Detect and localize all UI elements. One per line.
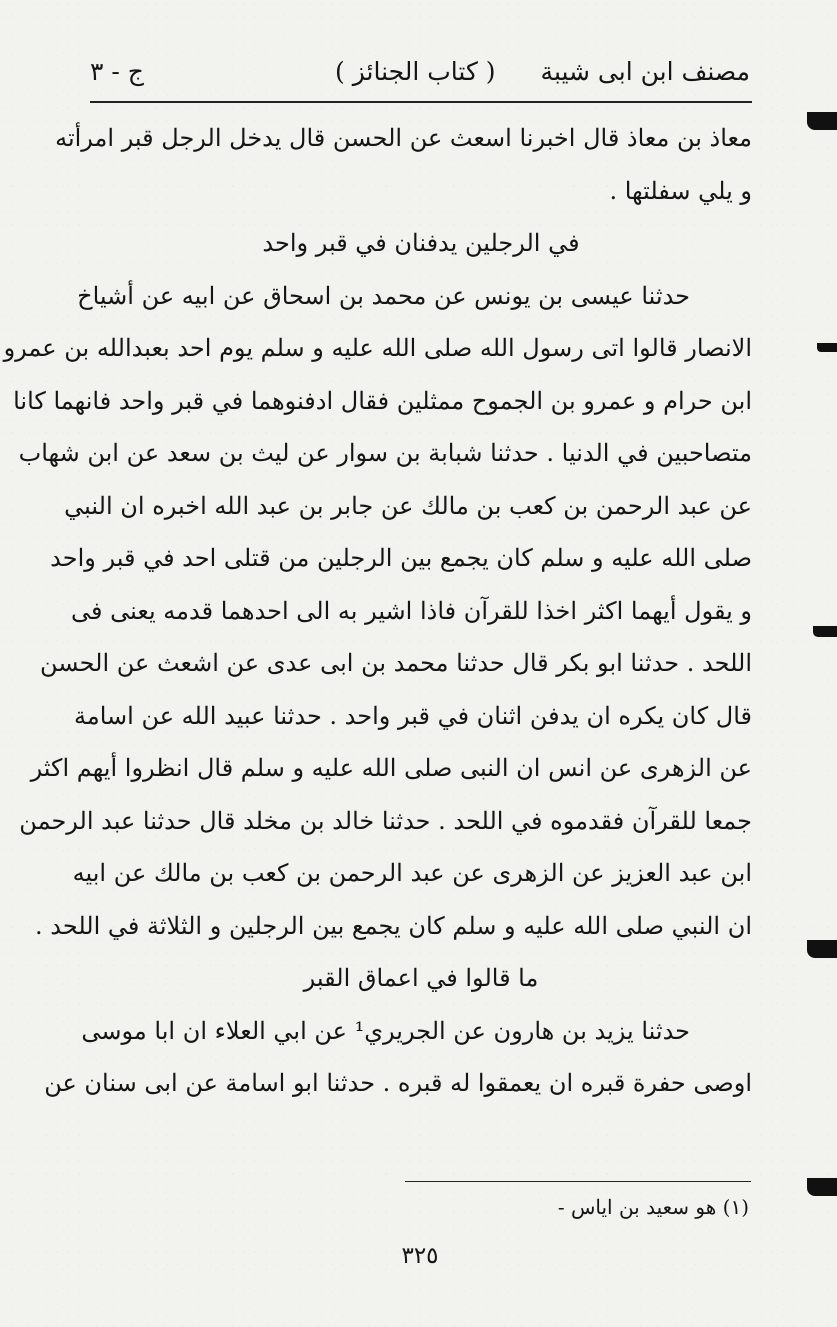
text-line: اوصى حفرة قبره ان يعمقوا له قبره . حدثنا ابو اسامة عن ابى سنان عن bbox=[44, 1069, 752, 1097]
section-heading: في الرجلين يدفنان في قبر واحد bbox=[262, 229, 580, 257]
text-line: الانصار قالوا اتی رسول الله صلی الله علیه و سلم یوم احد بعبدالله بن عمرو bbox=[3, 334, 752, 362]
text-line: قال كان يكره ان يدفن اثنان في قبر واحد . حدثنا عبيد الله عن اسامة bbox=[74, 701, 752, 730]
text-line: معاذ بن معاذ قال اخبرنا اسعث عن الحسن قال يدخل الرجل قبر امرأته bbox=[55, 124, 752, 152]
text-line: عن عبد الرحمن بن كعب بن مالك عن جابر بن عبد الله اخبره ان النبي bbox=[64, 491, 752, 520]
volume-number: ج - ٣ bbox=[90, 57, 144, 86]
footnote: (١) هو سعيد بن اياس - bbox=[557, 1195, 749, 1219]
binding-edge-mark bbox=[817, 343, 837, 352]
text-line: ان النبي صلى الله عليه و سلم كان يجمع بين الرجلين و الثلاثة في اللحد . bbox=[35, 911, 752, 940]
binding-edge-mark bbox=[807, 940, 837, 958]
chapter-title: ( كتاب الجنائز ) bbox=[335, 57, 496, 86]
section-heading: ما قالوا في اعماق القبر bbox=[303, 964, 539, 992]
main-text bbox=[3, 112, 752, 1110]
page-number: ٣٢٥ bbox=[401, 1243, 439, 1269]
text-line: متصاحبين في الدنيا . حدثنا شبابة بن سوار عن ليث بن سعد عن ابن شهاب bbox=[18, 439, 752, 467]
footnote-rule bbox=[405, 1181, 751, 1182]
text-line: ابن عبد العزيز عن الزهرى عن عبد الرحمن بن كعب بن مالك عن ابيه bbox=[72, 859, 752, 887]
page-header bbox=[90, 52, 750, 92]
text-line: صلى الله عليه و سلم كان يجمع بين الرجلين من قتلى احد في قبر واحد bbox=[50, 544, 752, 572]
book-title: مصنف ابن ابی شیبة bbox=[540, 57, 750, 86]
text-line: حدثنا عيسى بن يونس عن محمد بن اسحاق عن ابيه عن أشياخ bbox=[77, 281, 690, 310]
text-line: جمعا للقرآن فقدموه في اللحد . حدثنا خالد بن مخلد قال حدثنا عبد الرحمن bbox=[19, 806, 752, 835]
binding-edge-mark bbox=[807, 1178, 837, 1196]
binding-edge-mark bbox=[813, 626, 837, 637]
binding-edge-mark bbox=[807, 112, 837, 130]
header-rule bbox=[90, 101, 752, 103]
text-line: و يلي سفلتها . bbox=[609, 176, 752, 205]
text-line: حدثنا يزيد بن هارون عن الجريري¹ عن ابي العلاء ان ابا موسى bbox=[81, 1016, 690, 1045]
text-line: ابن حرام و عمرو بن الجموح ممثلين فقال ادفنوهما في قبر واحد فانهما كانا bbox=[13, 386, 752, 415]
text-line: عن الزهرى عن انس ان النبى صلى الله عليه و سلم قال انظروا أيهم اكثر bbox=[30, 754, 752, 782]
text-line: و يقول أيهما اكثر اخذا للقرآن فاذا اشير به الى احدهما قدمه يعنى فى bbox=[71, 596, 752, 625]
text-line: اللحد . حدثنا ابو بكر قال حدثنا محمد بن ابى عدى عن اشعث عن الحسن bbox=[39, 649, 752, 677]
